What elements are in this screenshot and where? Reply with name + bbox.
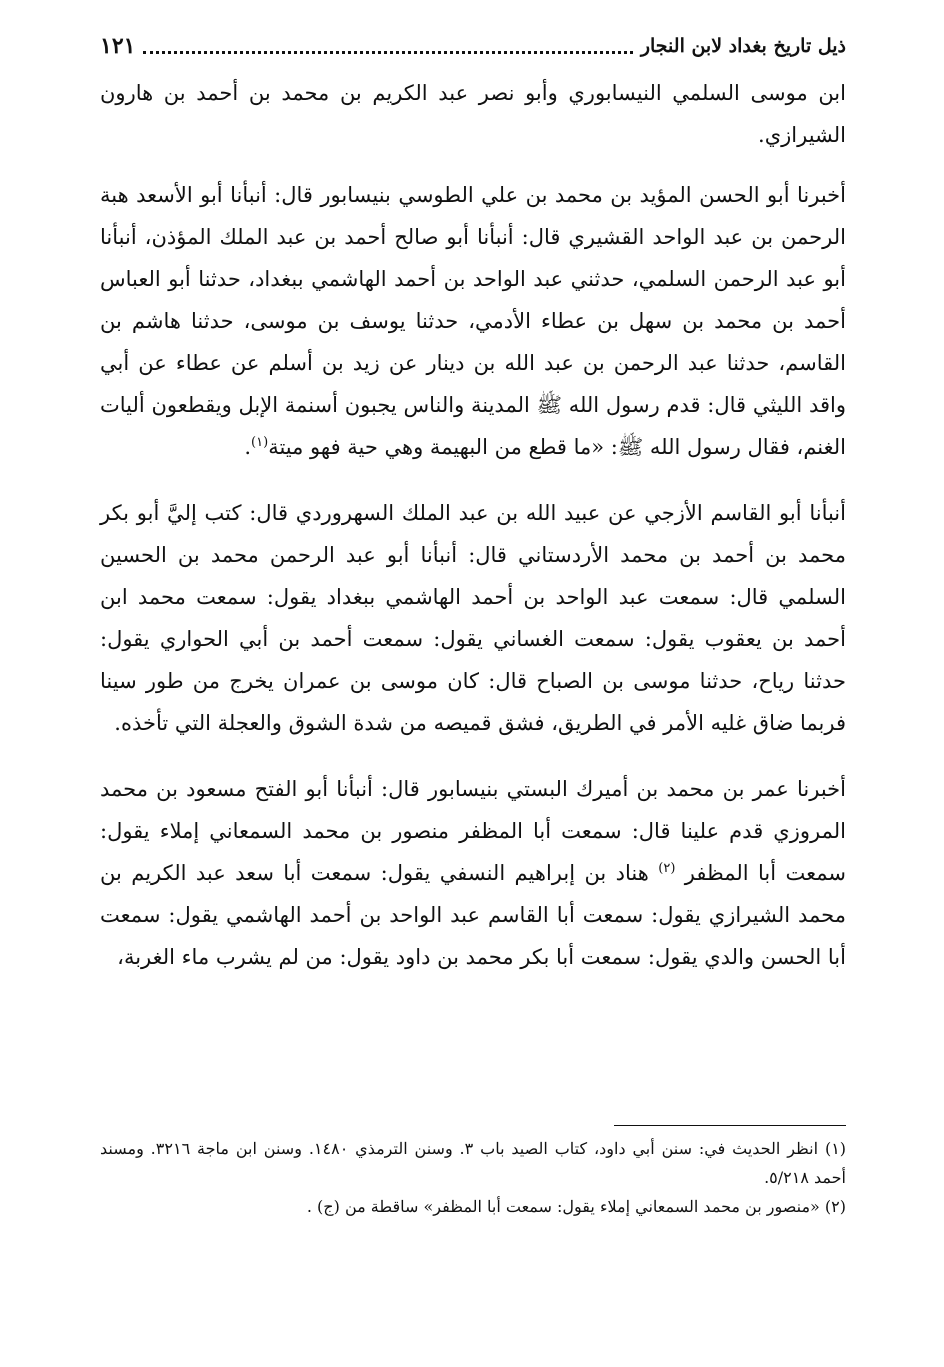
footnote-marker: (١) xyxy=(251,435,269,450)
footnote-separator xyxy=(614,1125,846,1126)
footnote: (٢) «منصور بن محمد السمعاني إملاء يقول: سمعت أبا المظفر» ساقطة من (ج) . xyxy=(306,1197,846,1216)
paragraph-text: أنبأنا أبو القاسم الأزجي عن عبيد الله بن عبد الملك السهروردي قال: كتب إليَّ أبو بكر محمد بن أحمد بن محمد الأردستاني قال: أنبأنا أبو عبد الرحمن محمد بن الحسين السلمي قال: سمعت عبد الواحد بن أحمد الهاشمي ببغداد يقول: سمعت محمد ابن أحمد بن يعقوب يقول: سمعت الغساني يقول: سمعت أحمد بن أبي الحواري يقول: حدثنا رياح، حدثنا موسى بن الصباح قال: كان موسى بن عمران يخرج من طور سينا فربما ضاق غليه الأمر في الطريق، فشق قميصه من شدة الشوق والعجلة التي تأخذه. xyxy=(100,501,846,735)
running-header xyxy=(100,26,846,66)
dot-leader xyxy=(143,51,632,54)
main-text xyxy=(100,72,846,1002)
paragraph-text: أخبرنا عمر بن محمد بن أميرك البستي بنيسابور قال: أنبأنا أبو الفتح مسعود بن محمد المروزي قدم علينا قال: سمعت أبا المظفر منصور بن محمد السمعاني إملاء يقول: سمعت أبا المظفر xyxy=(100,777,846,885)
paragraph xyxy=(100,72,846,156)
page-number: ١٢١ xyxy=(100,33,136,59)
footnote: (١) انظر الحديث في: سنن أبي داود، كتاب الصيد باب ٣. وسنن الترمذي ١٤٨٠. وسنن ابن ماجة ٣٢١٦. ومسند أحمد ٥/٢١٨. xyxy=(100,1139,847,1187)
paragraph-text: أخبرنا أبو الحسن المؤيد بن محمد بن علي الطوسي بنيسابور قال: أنبأنا أبو الأسعد هبة الرحمن بن عبد الواحد القشيري قال: أنبأنا أبو صالح أحمد بن عبد الملك المؤذن، أنبأنا أبو عبد الرحمن السلمي، حدثني عبد الواحد بن أحمد الهاشمي ببغداد، حدثنا أبو العباس أحمد بن محمد بن سهل بن عطاء الأدمي، حدثنا يوسف بن موسى، حدثنا هاشم بن القاسم، حدثنا عبد الرحمن بن عبد الله بن دينار عن زيد بن أسلم عن عطاء عن أبي واقد الليثي قال: قدم رسول الله ﷺ المدينة والناس يجبون أسنمة الإبل ويقطعون أليات الغنم، فقال رسول الله ﷺ: «ما قطع من البهيمة وهي حية فهو ميتة xyxy=(100,183,846,459)
paragraph-end: . xyxy=(244,435,252,459)
book-title: ذيل تاريخ بغداد لابن النجار xyxy=(640,35,846,57)
paragraph xyxy=(100,768,846,978)
footnotes xyxy=(100,1134,846,1221)
paragraph-text: ابن موسى السلمي النيسابوري وأبو نصر عبد الكريم بن محمد بن أحمد بن هارون الشيرازي. xyxy=(100,81,846,147)
paragraph xyxy=(100,492,846,744)
footnote-marker: (٢) xyxy=(658,861,676,876)
paragraph xyxy=(100,174,846,468)
paragraph-text: هناد بن إبراهيم النسفي يقول: سمعت أبا سعد عبد الكريم بن محمد الشيرازي يقول: سمعت أبا القاسم عبد الواحد بن أحمد الهاشمي يقول: سمعت أبا الحسن والدي يقول: سمعت أبا بكر محمد بن داود يقول: من لم يشرب ماء الغربة، xyxy=(100,861,846,969)
